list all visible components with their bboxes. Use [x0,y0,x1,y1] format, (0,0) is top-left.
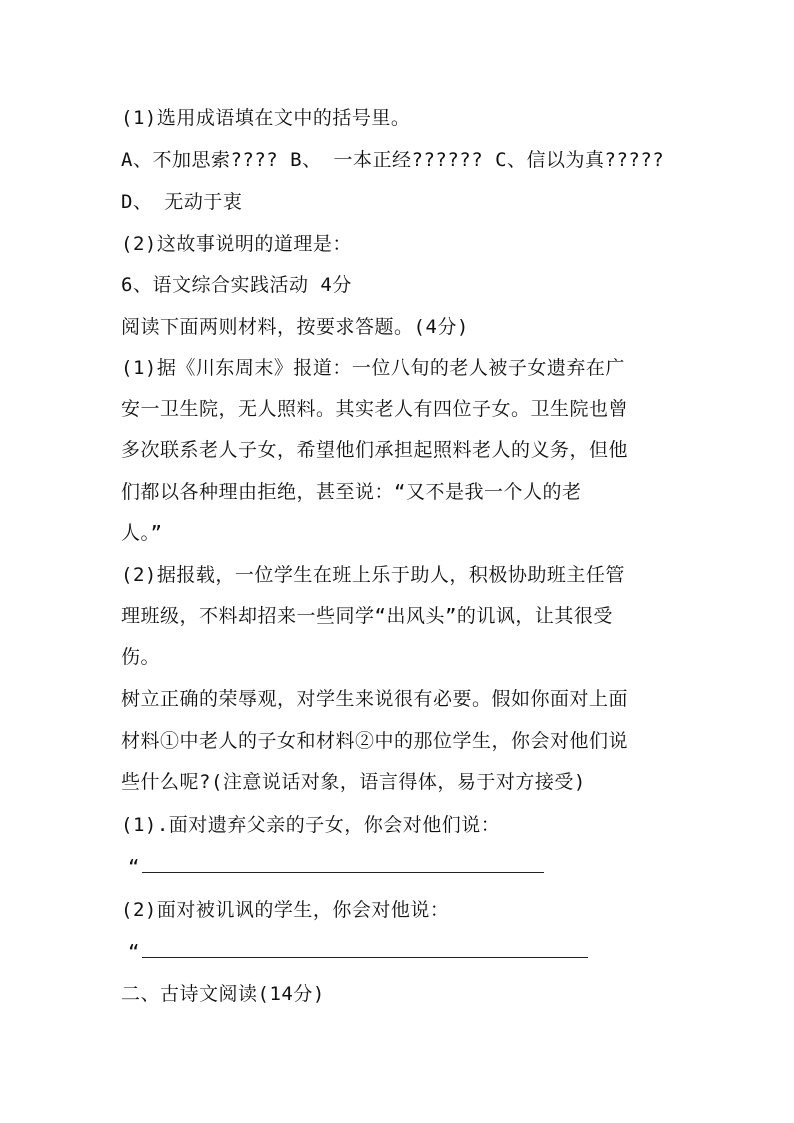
section-6-heading: 6、语文综合实践活动 4分 [121,274,352,296]
material-1-line-2: 安一卫生院，无人照料。其实老人有四位子女。卫生院也曾 [121,398,629,420]
answer-2-row [128,940,688,964]
material-2-line-2: 理班级，不料却招来一些同学“出风头”的讥讽，让其很受 [121,605,613,627]
task-line-1: 树立正确的荣辱观，对学生来说很有必要。假如你面对上面 [121,688,629,710]
answer-1-open-quote: “ [128,856,140,878]
question-2-lesson: (2)这故事说明的道理是： [121,233,352,255]
material-1-line-4: 们都以各种理由拒绝，甚至说：“又不是我一个人的老 [121,481,582,503]
material-1-line-3: 多次联系老人子女，希望他们承担起照料老人的义务，但他 [121,439,629,461]
idiom-option-d: D、 无动于衷 [121,191,243,213]
task-line-3: 些什么呢?(注意说话对象，语言得体，易于对方接受) [121,771,586,793]
material-2-line-1: (2)据报载，一位学生在班上乐于助人，积极协助班主任管 [121,564,625,586]
answer-1-blank-line[interactable] [142,858,544,873]
material-2-line-3: 伤。 [121,646,161,668]
answer-2-prompt: (2)面对被讥讽的学生，你会对他说： [121,899,450,921]
answer-2-open-quote: “ [128,941,140,963]
answer-2-blank-line[interactable] [142,943,588,958]
question-1-instruction: (1)选用成语填在文中的括号里。 [121,107,411,129]
task-line-2: 材料①中老人的子女和材料②中的那位学生，你会对他们说 [121,730,629,752]
material-1-line-1: (1)据《川东周末》报道：一位八旬的老人被子女遗弃在广 [121,357,625,379]
section-2-heading: 二、古诗文阅读(14分) [121,983,325,1005]
idiom-options-a-b-c: A、不加思索???? B、 一本正经?????? C、信以为真????? [121,149,665,171]
answer-1-prompt: (1).面对遗弃父亲的子女，你会对他们说： [121,814,501,836]
answer-1-row [128,855,688,879]
material-1-line-5: 人。” [121,522,163,544]
reading-instruction: 阅读下面两则材料，按要求答题。(4分) [121,316,469,338]
